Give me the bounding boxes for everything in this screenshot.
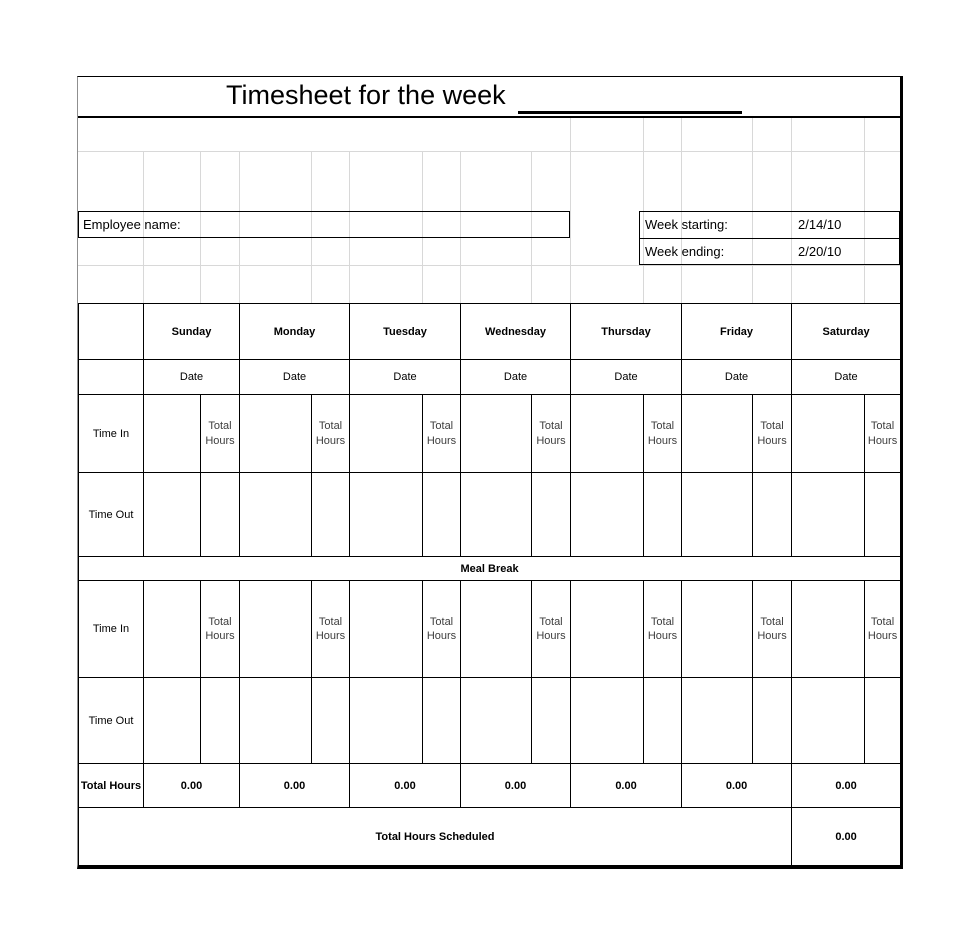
total-hours-cell: Total Hours (532, 395, 571, 473)
total-hours-cell: Total Hours (201, 581, 240, 678)
time-out-sub-cell[interactable] (312, 473, 350, 557)
daily-total-cell: 0.00 (144, 764, 240, 808)
time-out-sub-cell[interactable] (201, 678, 240, 764)
week-starting-label: Week starting: (645, 217, 728, 232)
time-out-cell[interactable] (682, 473, 753, 557)
time-in-cell[interactable] (682, 581, 753, 678)
week-ending-row (640, 239, 899, 265)
time-out-sub-cell[interactable] (532, 678, 571, 764)
week-ending-value[interactable]: 2/20/10 (798, 244, 842, 259)
time-out-cell[interactable] (461, 473, 532, 557)
time-out-sub-cell[interactable] (753, 678, 792, 764)
week-starting-value[interactable]: 2/14/10 (798, 217, 842, 232)
time-out-sub-cell[interactable] (865, 678, 901, 764)
total-hours-cell: Total Hours (865, 395, 901, 473)
time-out-cell[interactable] (240, 473, 312, 557)
time-out-cell[interactable] (144, 473, 201, 557)
corner-spacer (79, 304, 144, 360)
time-out-label: Time Out (79, 473, 144, 557)
date-cell[interactable]: Date (461, 360, 571, 395)
day-header-saturday: Saturday (792, 304, 901, 360)
week-starting-row (640, 212, 899, 239)
time-in-label: Time In (79, 581, 144, 678)
time-in-cell[interactable] (240, 581, 312, 678)
day-header-friday: Friday (682, 304, 792, 360)
timesheet-table (78, 303, 901, 866)
time-in-cell[interactable] (350, 395, 423, 473)
title-blank-line (518, 87, 742, 114)
time-in-row-1 (79, 395, 901, 473)
time-out-label: Time Out (79, 678, 144, 764)
total-hours-cell: Total Hours (753, 395, 792, 473)
employee-name-box (78, 211, 570, 238)
total-hours-cell: Total Hours (312, 395, 350, 473)
date-cell[interactable]: Date (240, 360, 350, 395)
date-row (79, 360, 901, 395)
week-ending-label: Week ending: (645, 244, 725, 259)
time-out-cell[interactable] (350, 678, 423, 764)
time-in-cell[interactable] (350, 581, 423, 678)
date-cell[interactable]: Date (350, 360, 461, 395)
time-out-cell[interactable] (571, 473, 644, 557)
scheduled-total-value: 0.00 (792, 808, 901, 866)
time-in-cell[interactable] (144, 581, 201, 678)
meal-break-header: Meal Break (79, 557, 901, 581)
week-box (639, 211, 900, 265)
time-out-sub-cell[interactable] (312, 678, 350, 764)
daily-total-cell: 0.00 (350, 764, 461, 808)
time-out-sub-cell[interactable] (753, 473, 792, 557)
time-out-sub-cell[interactable] (423, 473, 461, 557)
total-hours-cell: Total Hours (753, 581, 792, 678)
daily-total-cell: 0.00 (240, 764, 350, 808)
time-in-row-2 (79, 581, 901, 678)
day-header-monday: Monday (240, 304, 350, 360)
title-row (78, 77, 900, 118)
time-out-cell[interactable] (792, 473, 865, 557)
employee-name-label: Employee name: (83, 217, 181, 232)
page-title: Timesheet for the week (226, 80, 506, 110)
time-out-cell[interactable] (571, 678, 644, 764)
scheduled-total-row (79, 808, 901, 866)
total-hours-cell: Total Hours (644, 581, 682, 678)
date-cell[interactable]: Date (144, 360, 240, 395)
time-in-cell[interactable] (792, 395, 865, 473)
time-out-cell[interactable] (350, 473, 423, 557)
day-header-row (79, 304, 901, 360)
day-header-sunday: Sunday (144, 304, 240, 360)
time-out-row-1 (79, 473, 901, 557)
meal-break-row (79, 557, 901, 581)
daily-total-row (79, 764, 901, 808)
time-out-cell[interactable] (461, 678, 532, 764)
time-out-cell[interactable] (682, 678, 753, 764)
time-out-cell[interactable] (792, 678, 865, 764)
total-hours-cell: Total Hours (423, 395, 461, 473)
time-out-sub-cell[interactable] (865, 473, 901, 557)
time-in-cell[interactable] (144, 395, 201, 473)
time-out-row-2 (79, 678, 901, 764)
time-in-cell[interactable] (461, 395, 532, 473)
time-in-cell[interactable] (571, 395, 644, 473)
corner-spacer (79, 360, 144, 395)
daily-total-cell: 0.00 (682, 764, 792, 808)
total-hours-row-label: Total Hours (79, 764, 144, 808)
total-hours-cell: Total Hours (644, 395, 682, 473)
day-header-wednesday: Wednesday (461, 304, 571, 360)
total-hours-cell: Total Hours (865, 581, 901, 678)
day-header-tuesday: Tuesday (350, 304, 461, 360)
time-out-sub-cell[interactable] (532, 473, 571, 557)
daily-total-cell: 0.00 (792, 764, 901, 808)
total-hours-cell: Total Hours (423, 581, 461, 678)
timesheet-sheet (77, 76, 903, 869)
time-out-cell[interactable] (144, 678, 201, 764)
total-hours-cell: Total Hours (532, 581, 571, 678)
total-hours-cell: Total Hours (201, 395, 240, 473)
scheduled-total-label: Total Hours Scheduled (79, 808, 792, 866)
time-in-cell[interactable] (682, 395, 753, 473)
date-cell[interactable]: Date (792, 360, 901, 395)
time-out-sub-cell[interactable] (644, 678, 682, 764)
time-in-cell[interactable] (792, 581, 865, 678)
time-out-cell[interactable] (240, 678, 312, 764)
time-out-sub-cell[interactable] (201, 473, 240, 557)
daily-total-cell: 0.00 (571, 764, 682, 808)
time-in-cell[interactable] (571, 581, 644, 678)
time-in-label: Time In (79, 395, 144, 473)
time-in-cell[interactable] (461, 581, 532, 678)
time-out-sub-cell[interactable] (644, 473, 682, 557)
day-header-thursday: Thursday (571, 304, 682, 360)
time-out-sub-cell[interactable] (423, 678, 461, 764)
date-cell[interactable]: Date (571, 360, 682, 395)
date-cell[interactable]: Date (682, 360, 792, 395)
time-in-cell[interactable] (240, 395, 312, 473)
daily-total-cell: 0.00 (461, 764, 571, 808)
total-hours-cell: Total Hours (312, 581, 350, 678)
